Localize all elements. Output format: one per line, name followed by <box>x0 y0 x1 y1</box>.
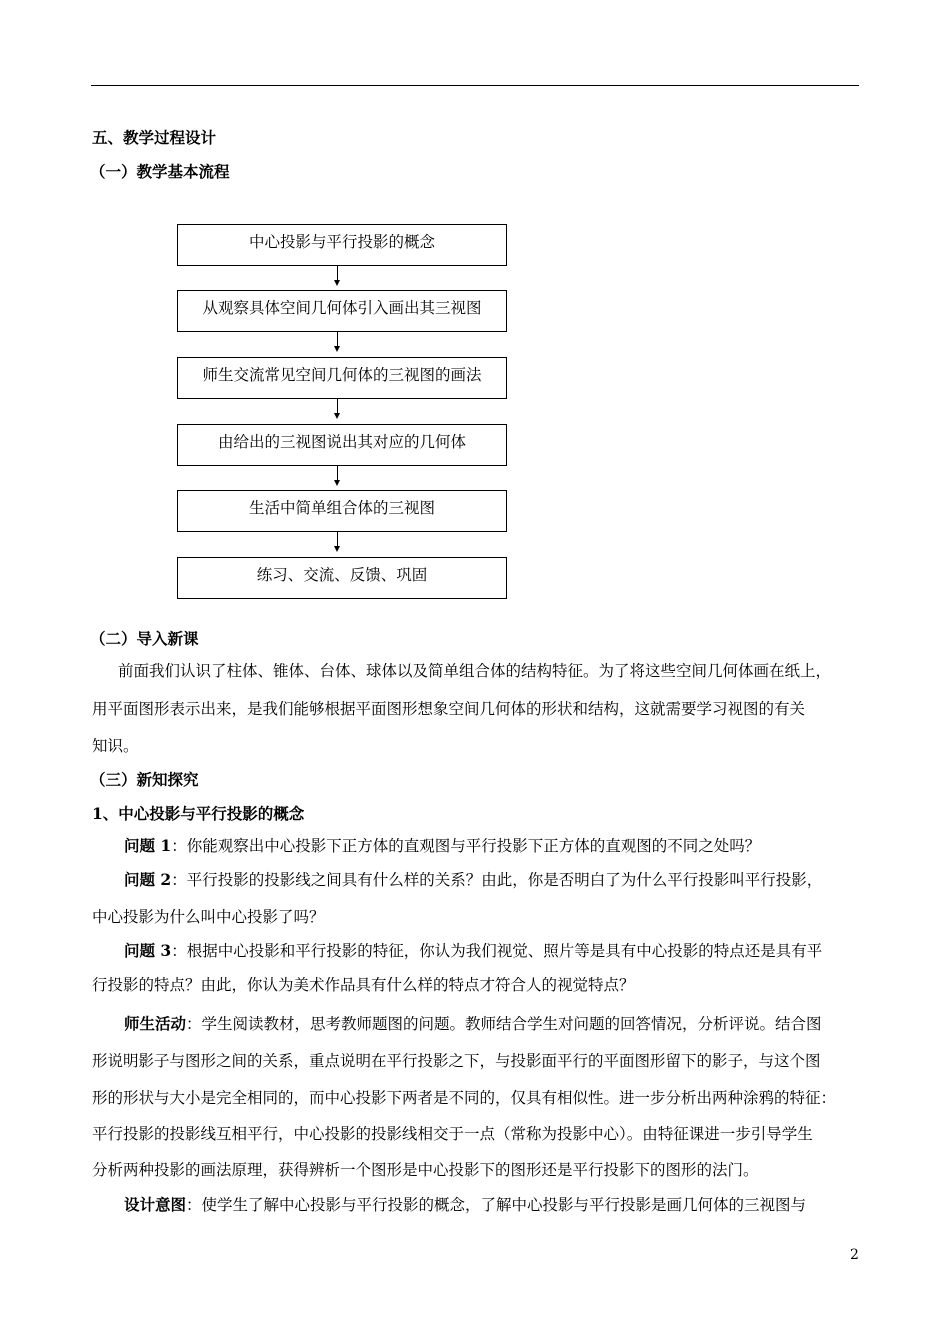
question-3-text-1: ：根据中心投影和平行投影的特征，你认为我们视觉、照片等是具有中心投影的特点还是具有平 <box>171 942 823 960</box>
question-1-label: 问题 1 <box>124 836 172 855</box>
question-3-line-2: 行投影的特点？由此，你认为美术作品具有什么样的特点才符合人的视觉特点？ <box>92 976 635 994</box>
question-1 <box>124 834 760 856</box>
flow-step-3: 师生交流常见空间几何体的三视图的画法 <box>177 357 507 399</box>
activity-line-5: 分析两种投影的画法原理，获得辨析一个图形是中心投影下的图形还是平行投影下的图形的法门。 <box>92 1161 759 1179</box>
activity-text-1: ：学生阅读教材，思考教师题图的问题。教师结合学生对问题的回答情况，分析评说。结合图 <box>186 1015 822 1033</box>
flow-step-5: 生活中简单组合体的三视图 <box>177 490 507 532</box>
design-line-1 <box>124 1193 806 1215</box>
intro-line-2: 用平面图形表示出来，是我们能够根据平面图形想象空间几何体的形状和结构，这就需要学习视图的有关 <box>92 700 806 718</box>
question-2-line-2: 中心投影为什么叫中心投影了吗？ <box>92 908 325 926</box>
header-rule <box>91 85 859 86</box>
page-number: 2 <box>850 1247 859 1263</box>
activity-line-3: 形的形状与大小是完全相同的，而中心投影下两者是不同的，仅具有相似性。进一步分析出两种涂鸦的特征： <box>92 1089 837 1107</box>
subheading-explore: （三）新知探究 <box>90 770 199 789</box>
subheading-intro: （二）导入新课 <box>90 629 199 648</box>
question-2-text-1: ：平行投影的投影线之间具有什么样的关系？由此，你是否明白了为什么平行投影叫平行投影， <box>171 871 823 889</box>
subheading-flow: （一）教学基本流程 <box>90 162 230 181</box>
question-2-label: 问题 2 <box>124 870 172 889</box>
flow-step-4: 由给出的三视图说出其对应的几何体 <box>177 424 507 466</box>
activity-label: 师生活动 <box>124 1014 187 1033</box>
flow-step-2: 从观察具体空间几何体引入画出其三视图 <box>177 290 507 332</box>
section-1-title: 1、中心投影与平行投影的概念 <box>92 804 305 823</box>
activity-line-2: 形说明影子与图形之间的关系，重点说明在平行投影之下，与投影面平行的平面图形留下的影子，与这个图 <box>92 1052 821 1070</box>
intro-line-3: 知识。 <box>92 737 139 755</box>
design-label: 设计意图 <box>124 1195 187 1214</box>
activity-line-4: 平行投影的投影线互相平行，中心投影的投影线相交于一点（常称为投影中心）。由特征课进一步引导学生 <box>92 1125 813 1143</box>
question-3-label: 问题 3 <box>124 941 172 960</box>
design-text-1: ：使学生了解中心投影与平行投影的概念，了解中心投影与平行投影是画几何体的三视图与 <box>186 1196 807 1214</box>
flow-step-6: 练习、交流、反馈、巩固 <box>177 557 507 599</box>
activity-line-1 <box>124 1012 822 1034</box>
intro-line-1: 前面我们认识了柱体、锥体、台体、球体以及简单组合体的结构特征。为了将这些空间几何体画在纸上， <box>118 662 832 680</box>
flow-step-1: 中心投影与平行投影的概念 <box>177 224 507 266</box>
question-2-line-1 <box>124 868 822 890</box>
question-3-line-1 <box>124 939 822 961</box>
section-heading: 五、教学过程设计 <box>92 128 217 147</box>
question-1-text: ：你能观察出中心投影下正方体的直观图与平行投影下正方体的直观图的不同之处吗？ <box>171 837 761 855</box>
